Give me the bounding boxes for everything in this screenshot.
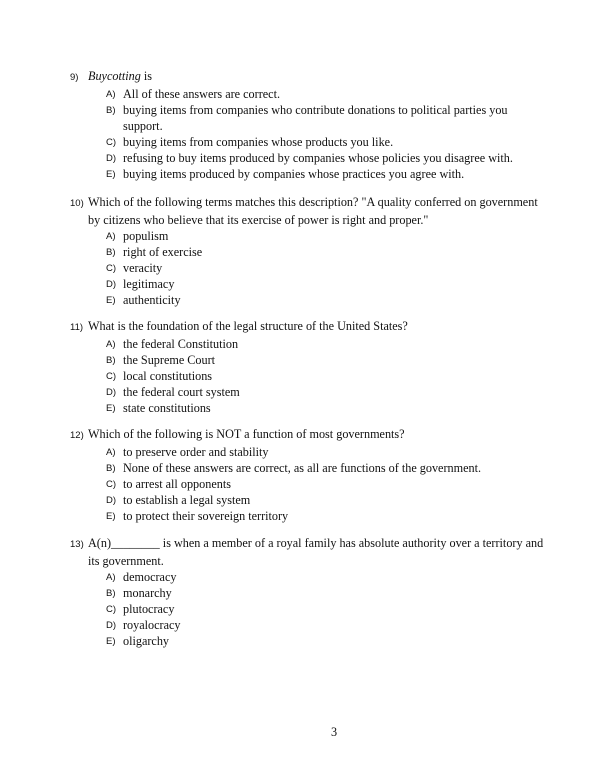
option-text: democracy	[123, 570, 177, 584]
option-letter: D)	[106, 153, 117, 164]
option-letter: A)	[106, 572, 116, 583]
question-13	[70, 535, 544, 649]
option-text: refusing to buy items produced by companies whose policies you disagree with.	[123, 151, 513, 165]
option-letter: C)	[106, 479, 117, 490]
option-a	[70, 86, 540, 102]
option-text: to protect their sovereign territory	[123, 509, 289, 523]
options-list	[70, 569, 540, 649]
question-number: 10)	[70, 198, 84, 209]
question-stem	[70, 68, 540, 86]
option-text: populism	[123, 229, 169, 243]
options-list	[70, 228, 540, 308]
option-letter: B)	[106, 247, 116, 258]
question-stem	[70, 535, 544, 553]
option-c	[70, 260, 540, 276]
option-a	[70, 444, 540, 460]
option-text: All of these answers are correct.	[123, 87, 281, 101]
question-number: 11)	[70, 322, 84, 333]
option-text: state constitutions	[123, 401, 211, 415]
option-text: authenticity	[123, 293, 181, 307]
option-c	[70, 601, 540, 617]
question-stem-continued: by citizens who believe that its exercise of power is right and proper."	[88, 213, 429, 227]
option-letter: B)	[106, 105, 116, 116]
stem-text: What is the foundation of the legal structure of the United States?	[88, 319, 408, 333]
option-letter: A)	[106, 447, 116, 458]
stem-text: Which of the following is NOT a function of most governments?	[88, 427, 405, 441]
option-letter: E)	[106, 169, 116, 180]
option-d	[70, 384, 540, 400]
option-letter: B)	[106, 463, 116, 474]
question-stem	[70, 318, 540, 336]
option-d	[70, 492, 540, 508]
option-text: the Supreme Court	[123, 353, 216, 367]
question-12	[70, 426, 540, 524]
option-letter: D)	[106, 495, 117, 506]
question-stem	[70, 426, 540, 444]
option-letter: B)	[106, 355, 116, 366]
question-stem	[70, 194, 540, 212]
option-letter: D)	[106, 279, 117, 290]
question-10	[70, 194, 540, 308]
option-d	[70, 276, 540, 292]
option-a	[70, 228, 540, 244]
option-a	[70, 336, 540, 352]
option-d	[70, 617, 540, 633]
option-letter: B)	[106, 588, 116, 599]
question-number: 12)	[70, 430, 84, 441]
option-b	[70, 102, 540, 134]
option-letter: C)	[106, 604, 117, 615]
option-b	[70, 352, 540, 368]
option-letter: A)	[106, 231, 116, 242]
option-text: the federal Constitution	[123, 337, 239, 351]
question-stem-continued: its government.	[88, 554, 164, 568]
option-e	[70, 292, 540, 308]
option-text: buying items produced by companies whose practices you agree with.	[123, 167, 465, 181]
stem-italic-term: Buycotting	[88, 69, 141, 83]
options-list	[70, 336, 540, 416]
option-e	[70, 400, 540, 416]
option-e	[70, 508, 540, 524]
question-9	[70, 68, 540, 182]
option-text: the federal court system	[123, 385, 240, 399]
option-text: veracity	[123, 261, 163, 275]
option-letter: C)	[106, 263, 117, 274]
option-text: to preserve order and stability	[123, 445, 269, 459]
option-b	[70, 460, 540, 476]
option-letter: C)	[106, 371, 117, 382]
option-e	[70, 633, 540, 649]
option-text: to arrest all opponents	[123, 477, 231, 491]
option-a	[70, 569, 540, 585]
option-b	[70, 585, 540, 601]
option-letter: D)	[106, 387, 117, 398]
question-11	[70, 318, 540, 416]
option-letter: E)	[106, 403, 116, 414]
question-number: 9)	[70, 72, 79, 83]
stem-text: is	[140, 69, 152, 83]
option-c	[70, 476, 540, 492]
options-list	[70, 86, 540, 182]
option-letter: E)	[106, 636, 116, 647]
option-text: plutocracy	[123, 602, 175, 616]
option-text: None of these answers are correct, as all are functions of the government.	[123, 461, 482, 475]
option-text: legitimacy	[123, 277, 175, 291]
question-number: 13)	[70, 539, 84, 550]
option-letter: E)	[106, 511, 116, 522]
stem-text: A(n)________ is when a member of a royal family has absolute authority over a territory and	[88, 536, 544, 550]
option-text: oligarchy	[123, 634, 170, 648]
stem-text: Which of the following terms matches this description? "A quality conferred on government	[88, 195, 538, 209]
option-b	[70, 244, 540, 260]
option-text: buying items from companies whose products you like.	[123, 135, 394, 149]
option-e	[70, 166, 540, 182]
page-number: 3	[330, 725, 338, 739]
options-list	[70, 444, 540, 524]
option-text: to establish a legal system	[123, 493, 251, 507]
option-letter: A)	[106, 89, 116, 100]
option-text: buying items from companies who contribute donations to political parties you support.	[123, 103, 508, 133]
option-letter: D)	[106, 620, 117, 631]
option-text: right of exercise	[123, 245, 203, 259]
option-text: royalocracy	[123, 618, 181, 632]
option-letter: C)	[106, 137, 117, 148]
option-text: local constitutions	[123, 369, 213, 383]
option-d	[70, 150, 540, 166]
option-text: monarchy	[123, 586, 172, 600]
option-letter: A)	[106, 339, 116, 350]
option-c	[70, 134, 540, 150]
option-letter: E)	[106, 295, 116, 306]
option-c	[70, 368, 540, 384]
